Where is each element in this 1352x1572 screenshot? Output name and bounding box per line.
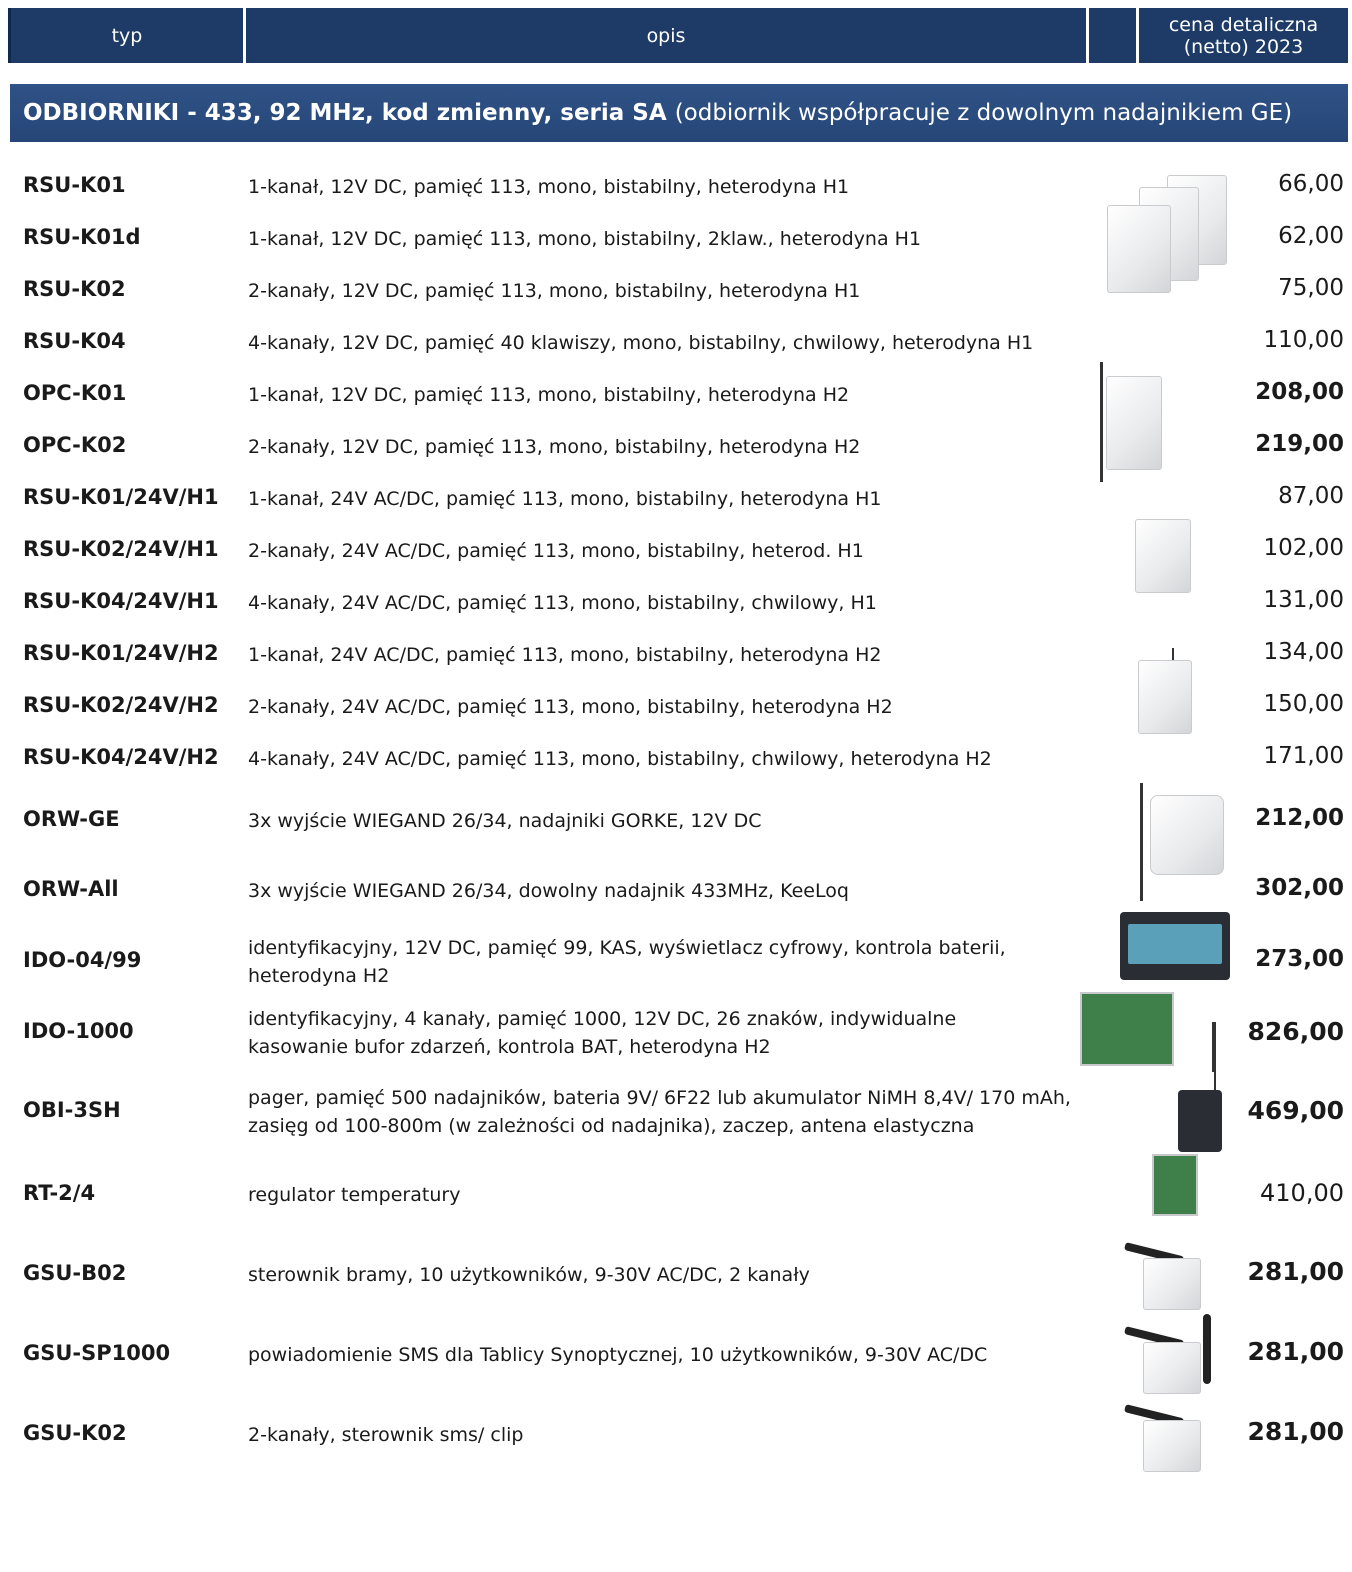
product-desc: 4-kanały, 24V AC/DC, pamięć 113, mono, bistabilny, chwilowy, heterodyna H2 xyxy=(248,748,992,770)
product-price: 208,00 xyxy=(1255,379,1344,405)
product-desc: 3x wyjście WIEGAND 26/34, nadajniki GORKE, 12V DC xyxy=(248,810,762,832)
section-subtitle: (odbiornik współpracuje z dowolnym nadajnikiem GE) xyxy=(674,100,1293,126)
product-typ: RSU-K01/24V/H2 xyxy=(23,641,219,665)
product-price: 171,00 xyxy=(1263,743,1344,769)
product-desc: 2-kanały, 12V DC, pamięć 113, mono, bistabilny, heterodyna H1 xyxy=(248,280,861,302)
product-price: 131,00 xyxy=(1263,587,1344,613)
product-typ: GSU-B02 xyxy=(23,1261,127,1285)
product-desc: identyfikacyjny, 4 kanały, pamięć 1000, 12V DC, 26 znaków, indywidualne kasowanie bufor zdarzeń, kontrola BAT, heterodyna H2 xyxy=(248,1008,957,1058)
product-typ: OBI-3SH xyxy=(23,1098,121,1122)
product-typ: ORW-All xyxy=(23,877,119,901)
product-desc: 2-kanały, 12V DC, pamięć 113, mono, bistabilny, heterodyna H2 xyxy=(248,436,861,458)
product-price: 219,00 xyxy=(1255,431,1344,457)
product-typ: RSU-K04 xyxy=(23,329,126,353)
gsm-gate-image xyxy=(1125,1240,1203,1312)
product-desc: 2-kanały, sterownik sms/ clip xyxy=(248,1424,524,1446)
product-typ: RT-2/4 xyxy=(23,1181,96,1205)
product-typ: RSU-K01 xyxy=(23,173,126,197)
receiver-24v-h2-image xyxy=(1138,648,1192,734)
header-image-column xyxy=(1089,8,1136,63)
table-row xyxy=(0,1181,1352,1211)
wiegand-receiver-image xyxy=(1134,783,1226,905)
header-typ: typ xyxy=(11,8,243,63)
product-desc: 1-kanał, 12V DC, pamięć 113, mono, bistabilny, heterodyna H2 xyxy=(248,384,850,406)
header-opis: opis xyxy=(246,8,1086,63)
pager-image xyxy=(1178,1022,1228,1152)
product-typ: RSU-K01/24V/H1 xyxy=(23,485,219,509)
product-price: 87,00 xyxy=(1278,483,1344,509)
table-row xyxy=(0,1084,1352,1142)
antenna-receiver-image xyxy=(1092,362,1172,490)
receiver-24v-h1-image xyxy=(1135,515,1191,593)
product-price: 281,00 xyxy=(1247,1257,1344,1286)
product-desc: 2-kanały, 24V AC/DC, pamięć 113, mono, bistabilny, heterodyna H2 xyxy=(248,696,893,718)
product-typ: RSU-K04/24V/H1 xyxy=(23,589,219,613)
product-desc: pager, pamięć 500 nadajników, bateria 9V/ 6F22 lub akumulator NiMH 8,4V/ 170 mAh, zasięg od 100-800m (w zależności od nadajnika), zaczep, antena elastyczna xyxy=(248,1087,1071,1137)
product-price: 75,00 xyxy=(1278,275,1344,301)
product-price: 134,00 xyxy=(1263,639,1344,665)
product-desc: 1-kanał, 24V AC/DC, pamięć 113, mono, bistabilny, heterodyna H2 xyxy=(248,644,882,666)
product-desc: 4-kanały, 24V AC/DC, pamięć 113, mono, bistabilny, chwilowy, H1 xyxy=(248,592,877,614)
product-typ: GSU-SP1000 xyxy=(23,1341,171,1365)
header-cena xyxy=(1139,8,1348,63)
product-price: 302,00 xyxy=(1255,875,1344,901)
product-price: 281,00 xyxy=(1247,1337,1344,1366)
product-price: 469,00 xyxy=(1247,1096,1344,1125)
product-price: 273,00 xyxy=(1255,946,1344,972)
receiver-stack-image xyxy=(1105,175,1230,295)
thermostat-image xyxy=(1152,1152,1200,1222)
product-typ: RSU-K01d xyxy=(23,225,141,249)
product-price: 826,00 xyxy=(1247,1017,1344,1046)
product-typ: RSU-K02/24V/H2 xyxy=(23,693,219,717)
product-desc: 2-kanały, 24V AC/DC, pamięć 113, mono, bistabilny, heterod. H1 xyxy=(248,540,864,562)
product-typ: IDO-04/99 xyxy=(23,948,142,972)
product-price: 281,00 xyxy=(1247,1417,1344,1446)
product-desc: sterownik bramy, 10 użytkowników, 9-30V AC/DC, 2 kanały xyxy=(248,1264,810,1286)
product-typ: GSU-K02 xyxy=(23,1421,127,1445)
product-desc: 1-kanał, 12V DC, pamięć 113, mono, bistabilny, 2klaw., heterodyna H1 xyxy=(248,228,922,250)
product-price: 110,00 xyxy=(1263,327,1344,353)
product-typ: IDO-1000 xyxy=(23,1019,134,1043)
product-price: 410,00 xyxy=(1260,1179,1344,1207)
product-desc: 4-kanały, 12V DC, pamięć 40 klawiszy, mono, bistabilny, chwilowy, heterodyna H1 xyxy=(248,332,1034,354)
ido-display-image xyxy=(1120,912,1232,984)
product-desc: powiadomienie SMS dla Tablicy Synoptycznej, 10 użytkowników, 9-30V AC/DC xyxy=(248,1344,988,1366)
product-typ: OPC-K02 xyxy=(23,433,127,457)
gsm-k02-image xyxy=(1125,1402,1203,1474)
header-cena-line2: (netto) 2023 xyxy=(1183,35,1304,58)
table-header xyxy=(8,8,1348,63)
header-cena-line1: cena detaliczna xyxy=(1168,13,1319,36)
product-desc: regulator temperatury xyxy=(248,1184,461,1206)
product-typ: RSU-K04/24V/H2 xyxy=(23,745,219,769)
table-row xyxy=(0,329,1352,359)
section-banner xyxy=(10,84,1348,142)
product-price: 66,00 xyxy=(1278,171,1344,197)
product-typ: RSU-K02/24V/H1 xyxy=(23,537,219,561)
product-price: 62,00 xyxy=(1278,223,1344,249)
product-desc: identyfikacyjny, 12V DC, pamięć 99, KAS, wyświetlacz cyfrowy, kontrola baterii, heterodyna H2 xyxy=(248,937,1006,987)
gsm-sms-image xyxy=(1125,1314,1220,1394)
table-row xyxy=(0,589,1352,619)
table-row xyxy=(0,745,1352,775)
product-typ: RSU-K02 xyxy=(23,277,126,301)
product-typ: ORW-GE xyxy=(23,807,120,831)
product-price: 150,00 xyxy=(1263,691,1344,717)
product-price: 212,00 xyxy=(1255,805,1344,831)
product-typ: OPC-K01 xyxy=(23,381,127,405)
product-desc: 3x wyjście WIEGAND 26/34, dowolny nadajnik 433MHz, KeeLoq xyxy=(248,880,849,902)
product-desc: 1-kanał, 24V AC/DC, pamięć 113, mono, bistabilny, heterodyna H1 xyxy=(248,488,882,510)
section-title: ODBIORNIKI - 433, 92 MHz, kod zmienny, seria SA xyxy=(23,100,667,126)
product-desc: 1-kanał, 12V DC, pamięć 113, mono, bistabilny, heterodyna H1 xyxy=(248,176,850,198)
product-price: 102,00 xyxy=(1263,535,1344,561)
